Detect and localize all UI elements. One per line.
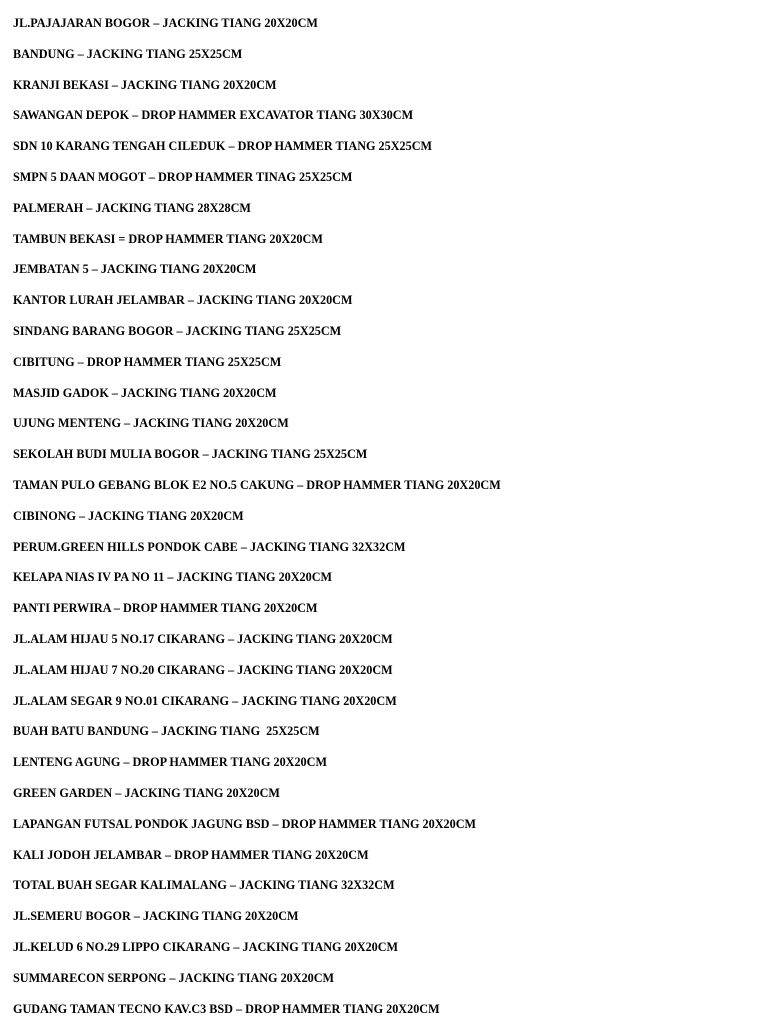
project-line: JL.ALAM SEGAR 9 NO.01 CIKARANG – JACKING TIANG 20X20CM [13,694,758,725]
project-line: JL.KELUD 6 NO.29 LIPPO CIKARANG – JACKING TIANG 20X20CM [13,940,758,971]
project-line: KANTOR LURAH JELAMBAR – JACKING TIANG 20X20CM [13,293,758,324]
project-line: SUMMARECON SERPONG – JACKING TIANG 20X20CM [13,971,758,1002]
project-line: MASJID GADOK – JACKING TIANG 20X20CM [13,386,758,417]
project-line: SMPN 5 DAAN MOGOT – DROP HAMMER TINAG 25X25CM [13,170,758,201]
project-line: BUAH BATU BANDUNG – JACKING TIANG 25X25CM [13,724,758,755]
project-line: SAWANGAN DEPOK – DROP HAMMER EXCAVATOR TIANG 30X30CM [13,108,758,139]
project-line: CIBINONG – JACKING TIANG 20X20CM [13,509,758,540]
project-line: LENTENG AGUNG – DROP HAMMER TIANG 20X20CM [13,755,758,786]
project-line: JL.ALAM HIJAU 5 NO.17 CIKARANG – JACKING TIANG 20X20CM [13,632,758,663]
project-line: PERUM.GREEN HILLS PONDOK CABE – JACKING TIANG 32X32CM [13,540,758,571]
project-line: UJUNG MENTENG – JACKING TIANG 20X20CM [13,416,758,447]
project-line: CIBITUNG – DROP HAMMER TIANG 25X25CM [13,355,758,386]
project-line: BANDUNG – JACKING TIANG 25X25CM [13,47,758,78]
project-line: SDN 10 KARANG TENGAH CILEDUK – DROP HAMMER TIANG 25X25CM [13,139,758,170]
project-line: TAMAN PULO GEBANG BLOK E2 NO.5 CAKUNG – DROP HAMMER TIANG 20X20CM [13,478,758,509]
project-line: GUDANG TAMAN TECNO KAV.C3 BSD – DROP HAMMER TIANG 20X20CM [13,1002,758,1032]
project-line: PANTI PERWIRA – DROP HAMMER TIANG 20X20CM [13,601,758,632]
project-line: SEKOLAH BUDI MULIA BOGOR – JACKING TIANG 25X25CM [13,447,758,478]
project-line: TAMBUN BEKASI = DROP HAMMER TIANG 20X20CM [13,232,758,263]
project-line: JL.ALAM HIJAU 7 NO.20 CIKARANG – JACKING TIANG 20X20CM [13,663,758,694]
project-line: PALMERAH – JACKING TIANG 28X28CM [13,201,758,232]
project-list [13,16,758,1032]
project-line: KRANJI BEKASI – JACKING TIANG 20X20CM [13,78,758,109]
project-line: JL.PAJAJARAN BOGOR – JACKING TIANG 20X20CM [13,16,758,47]
project-line: JEMBATAN 5 – JACKING TIANG 20X20CM [13,262,758,293]
project-line: KALI JODOH JELAMBAR – DROP HAMMER TIANG 20X20CM [13,848,758,879]
project-line: KELAPA NIAS IV PA NO 11 – JACKING TIANG 20X20CM [13,570,758,601]
project-line: LAPANGAN FUTSAL PONDOK JAGUNG BSD – DROP HAMMER TIANG 20X20CM [13,817,758,848]
project-line: GREEN GARDEN – JACKING TIANG 20X20CM [13,786,758,817]
project-line: SINDANG BARANG BOGOR – JACKING TIANG 25X25CM [13,324,758,355]
project-line: TOTAL BUAH SEGAR KALIMALANG – JACKING TIANG 32X32CM [13,878,758,909]
project-line: JL.SEMERU BOGOR – JACKING TIANG 20X20CM [13,909,758,940]
